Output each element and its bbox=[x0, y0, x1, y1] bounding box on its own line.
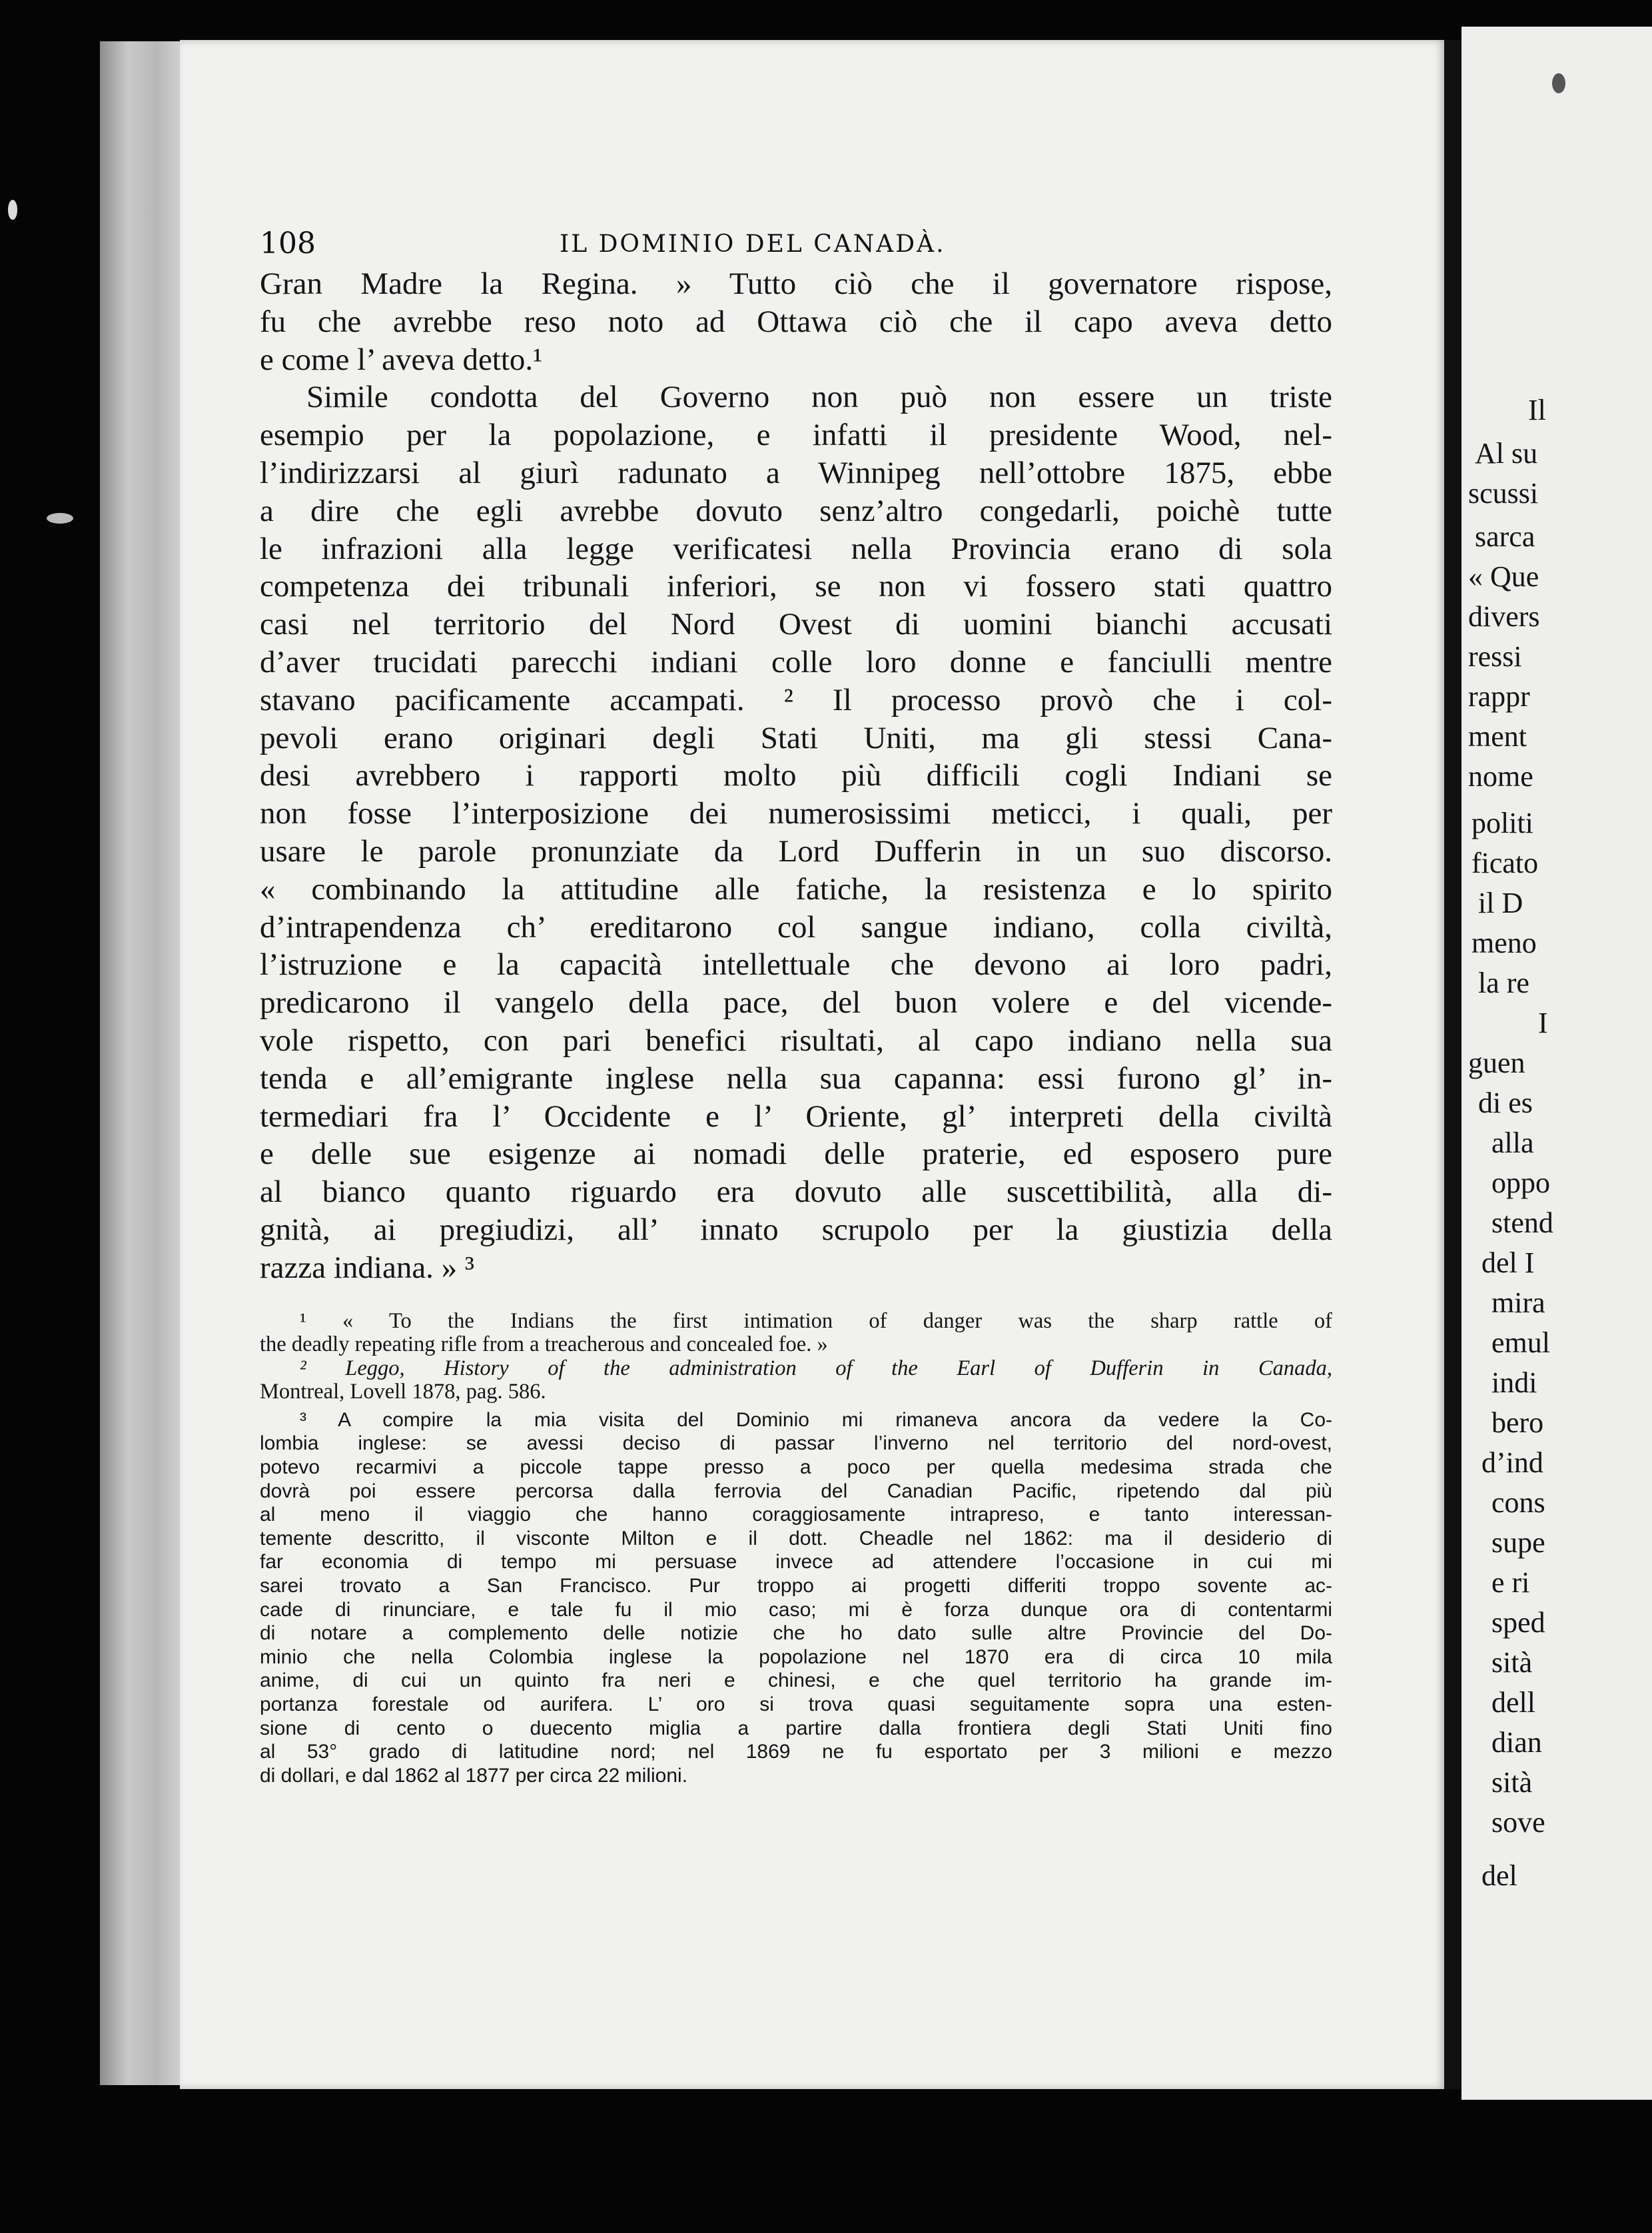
right-page-fragment: ment bbox=[1468, 720, 1527, 753]
text-line: Simile condotta del Governo non può non essere un triste bbox=[306, 380, 1332, 415]
scan-speck bbox=[1552, 73, 1565, 93]
text-line: d’intrapendenza ch’ ereditarono col sangue indiano, colla civiltà, bbox=[260, 909, 1332, 945]
right-page-fragment: di es bbox=[1478, 1087, 1533, 1119]
footnotes bbox=[260, 1310, 1332, 1788]
right-page-fragment: politi bbox=[1471, 807, 1533, 839]
right-page bbox=[1461, 27, 1652, 2100]
right-page-fragment: scussi bbox=[1468, 477, 1539, 510]
text-line: « combinando la attitudine alle fatiche, la resistenza e lo spirito bbox=[260, 871, 1332, 907]
text-line: non fosse l’interposizione dei numerosissimi meticci, i quali, per bbox=[260, 796, 1332, 831]
text-line: vole rispetto, con pari benefici risultati, al capo indiano nella sua bbox=[260, 1023, 1332, 1058]
footnote-3-line: minio che nella Colombia inglese la popolazione nel 1870 era di circa 10 mila bbox=[260, 1645, 1332, 1668]
right-page-fragment: Il bbox=[1528, 394, 1546, 426]
right-page-fragment: e ri bbox=[1491, 1566, 1530, 1599]
text-line: al bianco quanto riguardo era dovuto alle suscettibilità, alla di- bbox=[260, 1174, 1332, 1210]
right-page-fragment: rappr bbox=[1468, 680, 1530, 713]
text-line: fu che avrebbe reso noto ad Ottawa ciò che il capo aveva detto bbox=[260, 304, 1332, 339]
right-page-fragment: Al su bbox=[1475, 437, 1538, 470]
text-line: esempio per la popolazione, e infatti il presidente Wood, nel- bbox=[260, 418, 1332, 453]
right-page-fragment: mira bbox=[1491, 1286, 1545, 1319]
right-page-fragment: alla bbox=[1491, 1126, 1534, 1159]
footnote-3-line: anime, di cui un quinto fra neri e chinesi, e che quel territorio ha grande im- bbox=[260, 1669, 1332, 1692]
page-body bbox=[260, 265, 1332, 1787]
text-line: l’istruzione e la capacità intellettuale che devono ai loro padri, bbox=[260, 947, 1332, 983]
text-line: razza indiana. » ³ bbox=[260, 1250, 475, 1285]
scan-speck bbox=[47, 513, 73, 524]
right-page-fragment: stend bbox=[1491, 1206, 1553, 1239]
footnote-3-line: lombia inglese: se avessi deciso di passar l’inverno nel territorio del nord-ovest, bbox=[260, 1432, 1332, 1455]
right-page-fragment: nome bbox=[1468, 760, 1533, 793]
footnote-2-line: Montreal, Lovell 1878, pag. 586. bbox=[260, 1380, 546, 1404]
right-page-fragment: dell bbox=[1491, 1686, 1535, 1719]
footnote-3-line: temente descritto, il visconte Milton e il dott. Cheadle nel 1862: ma il desiderio di bbox=[260, 1527, 1332, 1550]
right-page-fragment: emul bbox=[1491, 1326, 1550, 1359]
right-page-fragment: « Que bbox=[1468, 560, 1539, 593]
right-page-fragment: sped bbox=[1491, 1606, 1545, 1639]
footnote-1-line: ¹ « To the Indians the first intimation of danger was the sharp rattle of bbox=[300, 1309, 1332, 1333]
text-line: l’indirizzarsi al giurì radunato a Winnipeg nell’ottobre 1875, ebbe bbox=[260, 455, 1332, 490]
right-page-fragment: meno bbox=[1471, 927, 1537, 959]
page-header bbox=[260, 100, 1366, 260]
main-text bbox=[260, 265, 1332, 1287]
text-line: gnità, ai pregiudizi, all’ innato scrupolo per la giustizia della bbox=[260, 1212, 1332, 1247]
right-page-fragment: d’ind bbox=[1481, 1446, 1543, 1479]
running-head: IL DOMINIO DEL CANADÀ. bbox=[560, 230, 946, 258]
scan-speck bbox=[8, 200, 17, 220]
right-page-fragment: sità bbox=[1491, 1766, 1533, 1799]
right-page-fragment: del bbox=[1481, 1859, 1517, 1892]
page-number: 108 bbox=[260, 226, 316, 260]
text-line: tenda e all’emigrante inglese nella sua capanna: essi furono gl’ in- bbox=[260, 1061, 1332, 1096]
footnote-3-line: sarei trovato a San Francisco. Pur troppo ai progetti differiti troppo sovente ac- bbox=[260, 1575, 1332, 1597]
page-gutter bbox=[1444, 40, 1461, 2089]
footnote-1-line: the deadly repeating rifle from a treacherous and concealed foe. » bbox=[260, 1333, 828, 1357]
text-line: pevoli erano originari degli Stati Uniti, ma gli stessi Cana- bbox=[260, 720, 1332, 755]
text-line: le infrazioni alla legge verificatesi nella Provincia erano di sola bbox=[260, 531, 1332, 566]
footnote-3-line: cade di rinunciare, e tale fu il mio caso; mi è forza dunque ora di contentarmi bbox=[260, 1598, 1332, 1621]
footnote-2-line: ² Leggo, History of the administration of the Earl of Dufferin in Canada, bbox=[300, 1356, 1332, 1380]
text-line: desi avrebbero i rapporti molto più difficili cogli Indiani se bbox=[260, 758, 1332, 793]
text-line: stavano pacificamente accampati. ² Il processo provò che i col- bbox=[260, 682, 1332, 717]
right-page-fragment: sità bbox=[1491, 1646, 1533, 1679]
text-line: e delle sue esigenze ai nomadi delle praterie, ed esposero pure bbox=[260, 1136, 1332, 1172]
book-binding-edge bbox=[100, 41, 193, 2085]
right-page-fragment: guen bbox=[1468, 1047, 1525, 1079]
text-line: d’aver trucidati parecchi indiani colle loro donne e fanciulli mentre bbox=[260, 644, 1332, 679]
right-page-fragment: cons bbox=[1491, 1486, 1545, 1519]
text-line: competenza dei tribunali inferiori, se non vi fossero stati quattro bbox=[260, 569, 1332, 604]
text-line: casi nel territorio del Nord Ovest di uomini bianchi accusati bbox=[260, 607, 1332, 642]
right-page-fragment: I bbox=[1538, 1007, 1548, 1039]
right-page-fragment: divers bbox=[1468, 600, 1540, 633]
footnote-3-line: al meno il viaggio che hanno coraggiosamente intrapreso, e tanto interessan- bbox=[260, 1504, 1332, 1526]
right-page-fragment: ressi bbox=[1468, 640, 1522, 673]
text-line: e come l’ aveva detto.¹ bbox=[260, 342, 543, 377]
right-page-fragment: la re bbox=[1478, 967, 1529, 999]
text-line: predicarono il vangelo della pace, del buon volere e del vicende- bbox=[260, 985, 1332, 1021]
text-line: termediari fra l’ Occidente e l’ Oriente, gl’ interpreti della civiltà bbox=[260, 1099, 1332, 1134]
right-page-fragment: ficato bbox=[1471, 847, 1539, 879]
footnote-3-line: sione di cento o duecento miglia a partire dalla frontiera degli Stati Uniti fino bbox=[260, 1717, 1332, 1739]
footnote-3-line: portanza forestale od aurifera. L’ oro si trova quasi seguitamente sopra una esten- bbox=[260, 1693, 1332, 1716]
right-page-fragment: oppo bbox=[1491, 1166, 1550, 1199]
text-line: a dire che egli avrebbe dovuto senz’altro congedarli, poichè tutte bbox=[260, 493, 1332, 528]
right-page-fragment: sove bbox=[1491, 1806, 1545, 1839]
footnote-3-line: di notare a complemento delle notizie che ho dato sulle altre Provincie del Do- bbox=[260, 1622, 1332, 1645]
right-page-fragment: supe bbox=[1491, 1526, 1545, 1559]
right-page-fragment: bero bbox=[1491, 1406, 1544, 1439]
footnote-3-line: far economia di tempo mi persuase invece ad attendere l’occasione in cui mi bbox=[260, 1551, 1332, 1573]
footnote-3-line: di dollari, e dal 1862 al 1877 per circa 22 milioni. bbox=[260, 1764, 688, 1787]
right-page-fragment: del I bbox=[1481, 1246, 1535, 1279]
footnote-3-line: potevo recarmivi a piccole tappe presso a poco per quella medesima strada che bbox=[260, 1456, 1332, 1479]
text-line: Gran Madre la Regina. » Tutto ciò che il governatore rispose, bbox=[260, 266, 1332, 301]
right-page-fragment: indi bbox=[1491, 1366, 1537, 1399]
footnote-3-line: dovrà poi essere percorsa dalla ferrovia del Canadian Pacific, ripetendo dal più bbox=[260, 1480, 1332, 1502]
footnote-3-line: ³ A compire la mia visita del Dominio mi rimaneva ancora da vedere la Co- bbox=[300, 1408, 1332, 1431]
right-page-fragment: sarca bbox=[1475, 520, 1535, 553]
right-page-fragment: il D bbox=[1478, 887, 1523, 919]
right-page-fragment: dian bbox=[1491, 1726, 1542, 1759]
text-line: usare le parole pronunziate da Lord Dufferin in un suo discorso. bbox=[260, 833, 1332, 869]
footnote-3-line: al 53° grado di latitudine nord; nel 1869 ne fu esportato per 3 milioni e mezzo bbox=[260, 1741, 1332, 1763]
